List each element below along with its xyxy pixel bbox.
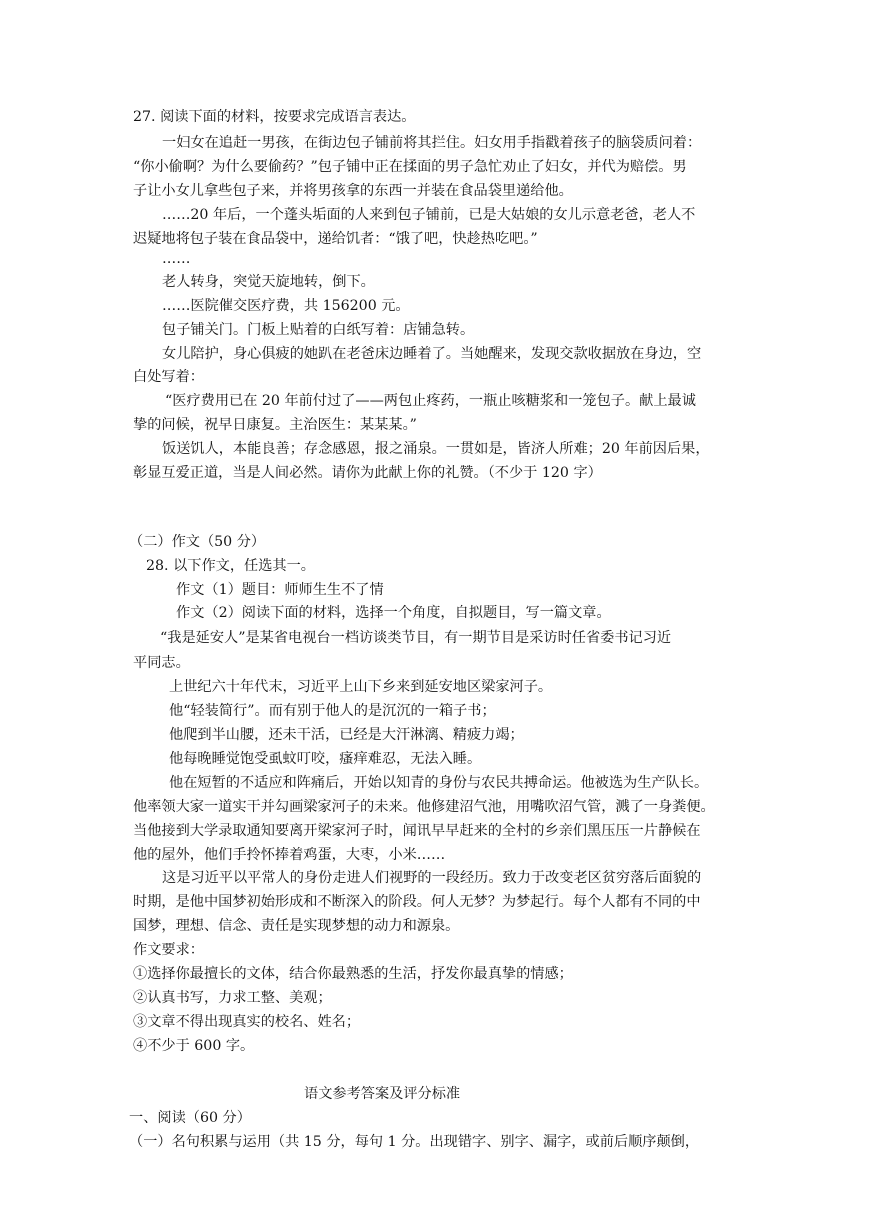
q27-paragraph-3: 老人转身，突觉天旋地转，倒下。: [162, 274, 375, 290]
q27-paragraph-5: 包子铺关门。门板上贴着的白纸写着：店铺急转。: [162, 322, 475, 338]
essay-material-line-2: 他“轻装简行”。而有别于他人的是沉沉的一箱子书；: [169, 703, 496, 719]
q27-paragraph-6-line-2: 白处写着：: [133, 369, 204, 385]
q27-paragraph-1-line-1: 一妇女在追赶一男孩，在街边包子铺前将其拦住。妇女用手指戳着孩子的脑袋质问着：: [162, 135, 702, 151]
essay-requirement-1: ①选择你最擅长的文体，结合你最熟悉的生活，抒发你最真挚的情感；: [133, 966, 573, 982]
q27-paragraph-6-line-1: 女儿陪护，身心俱疲的她趴在老爸床边睡着了。当她醒来，发现交款收据放在身边，空: [162, 346, 702, 362]
essay-conclusion-line-3: 国梦，理想、信念、责任是实现梦想的动力和源泉。: [133, 918, 460, 934]
essay-requirement-3: ③文章不得出现真实的校名、姓名；: [133, 1014, 361, 1030]
essay-material-line-4: 他每晚睡觉饱受虱蚊叮咬，瘙痒难忍，无法入睡。: [169, 751, 482, 767]
q27-prompt-line-1: 饭送饥人，本能良善；存念感恩，报之涌泉。一贯如是，皆济人所难；20 年前因后果，: [162, 441, 710, 457]
essay-story-line-4: 他的屋外，他们手拎怀捧着鸡蛋，大枣，小米……: [133, 847, 446, 863]
essay-intro-line-1: “我是延安人”是某省电视台一档访谈类节目，有一期节目是采访时任省委书记习近: [160, 630, 672, 646]
q27-paragraph-2-line-1: ……20 年后，一个蓬头垢面的人来到包子铺前，已是大姑娘的女儿示意老爸，老人不: [162, 207, 696, 223]
q27-prompt-line-2: 彰显互爱正道，当是人间必然。请你为此献上你的礼赞。（不少于 120 字）: [133, 465, 602, 481]
essay-conclusion-line-2: 时期，是他中国梦初始形成和不断深入的阶段。何人无梦？为梦起行。每个人都有不同的中: [133, 894, 701, 910]
q27-paragraph-1-line-3: 子让小女儿拿些包子来，并将男孩拿的东西一并装在食品袋里递给他。: [133, 183, 573, 199]
q27-note-line-2: 挚的问候，祝早日康复。主治医生：某某某。”: [133, 417, 417, 433]
answer-part-1-heading: 一、阅读（60 分）: [129, 1110, 251, 1126]
essay-story-line-2: 他率领大家一道实干并勾画梁家河子的未来。他修建沼气池，用嘴吹沼气管，溅了一身粪便。: [133, 799, 715, 815]
essay-section-heading: （二）作文（50 分）: [129, 534, 266, 550]
q27-note-line-1: “医疗费用已在 20 年前付过了——两包止疼药，一瓶止咳糖浆和一笼包子。献上最诚: [165, 393, 696, 409]
question-27-title: 27. 阅读下面的材料，按要求完成语言表达。: [133, 109, 416, 125]
essay-story-line-1: 他在短暂的不适应和阵痛后，开始以知青的身份与农民共搏命运。他被选为生产队长。: [169, 775, 709, 791]
essay-material-line-3: 他爬到半山腰，还未干活，已经是大汗淋漓、精疲力竭；: [169, 727, 524, 743]
essay-conclusion-line-1: 这是习近平以平常人的身份走进人们视野的一段经历。致力于改变老区贫穷落后面貌的: [162, 870, 702, 886]
answer-key-heading: 语文参考答案及评分标准: [304, 1086, 461, 1102]
answer-subsection-1: （一）名句积累与运用（共 15 分，每句 1 分。出现错字、别字、漏字，或前后顺序颠倒，: [129, 1134, 700, 1150]
essay-material-line-1: 上世纪六十年代末，习近平上山下乡来到延安地区梁家河子。: [169, 679, 553, 695]
essay-option-1: 作文（1）题目：师师生生不了情: [176, 582, 384, 598]
essay-requirement-2: ②认真书写，力求工整、美观；: [133, 990, 332, 1006]
q27-paragraph-4: ……医院催交医疗费，共 156200 元。: [162, 298, 410, 314]
q27-paragraph-2-line-2: 迟疑地将包子装在食品袋中，递给饥者：“饿了吧，快趁热吃吧。”: [133, 231, 538, 247]
essay-option-2: 作文（2）阅读下面的材料，选择一个角度，自拟题目，写一篇文章。: [176, 605, 611, 621]
q27-ellipsis: ……: [162, 251, 191, 267]
q27-paragraph-1-line-2: “你小偷啊？为什么要偷药？”包子铺中正在揉面的男子急忙劝止了妇女，并代为赔偿。男: [133, 159, 687, 175]
essay-intro-line-2: 平同志。: [133, 655, 190, 671]
essay-requirements-heading: 作文要求：: [133, 942, 204, 958]
essay-requirement-4: ④不少于 600 字。: [133, 1038, 255, 1054]
question-28-title: 28. 以下作文，任选其一。: [146, 558, 315, 574]
essay-story-line-3: 当他接到大学录取通知要离开梁家河子时，闻讯早早赶来的全村的乡亲们黑压压一片静候在: [133, 823, 701, 839]
